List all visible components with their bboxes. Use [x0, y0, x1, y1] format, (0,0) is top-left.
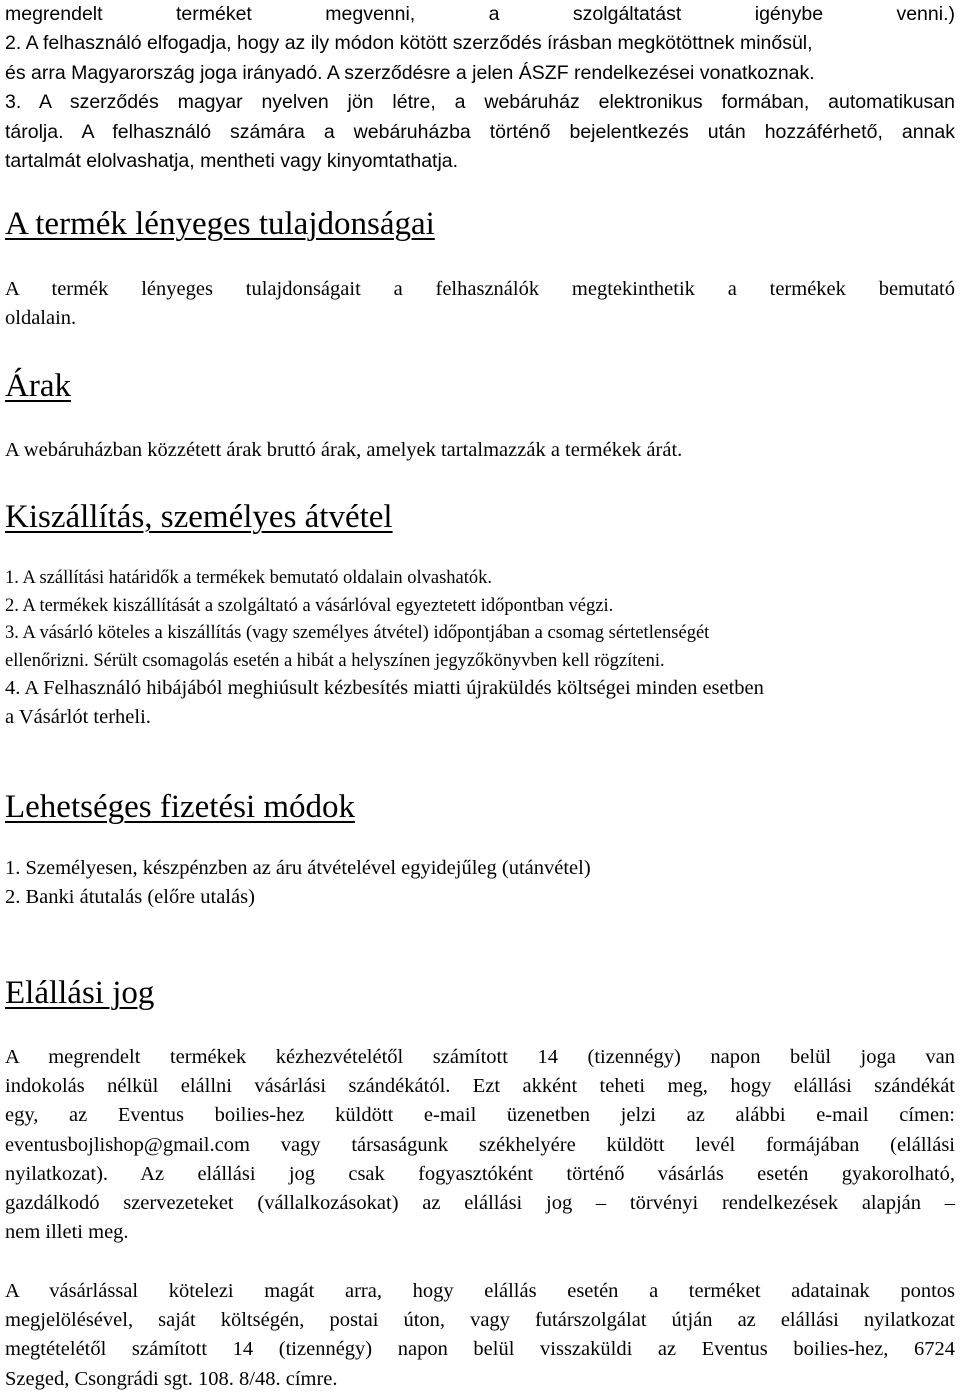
szallitas-list: [5, 565, 955, 675]
elallas-line: egy, az Eventus boilies-hez küldött e-mail üzenetben jelzi az alábbi e-mail címen:: [5, 1104, 955, 1127]
szallitas-item-4: [5, 674, 955, 732]
elallas-line: A vásárlással kötelezi magát arra, hogy elállás esetén a terméket adatainak pontos: [5, 1280, 955, 1302]
list-item: 1. Személyesen, készpénzben az áru átvételével egyidejűleg (utánvétel): [5, 857, 591, 879]
intro-line: tárolja. A felhasználó számára a webáruházba történő bejelentkezés után hozzáférhető, annak: [5, 120, 955, 143]
intro-line: és arra Magyarország joga irányadó. A szerződésre a jelen ÁSZF rendelkezései vonatkoznak.: [5, 61, 815, 84]
elallas-paragraph-1: [5, 1043, 955, 1247]
intro-line: tartalmát elolvashatja, mentheti vagy kinyomtathatja.: [5, 150, 459, 173]
list-item: 3. A vásárló köteles a kiszállítás (vagy személyes átvétel) időpontjában a csomag sértetlenségét: [5, 623, 710, 643]
elallas-line: gazdálkodó szervezeteket (vállalkozásokat) az elállási jog – törvényi rendelkezések alapján –: [5, 1192, 955, 1215]
section-heading-szallitas: Kiszállítás, személyes átvétel: [5, 499, 393, 535]
intro-line: 3. A szerződés magyar nyelven jön létre, a webáruház elektronikus formában, automatikusan: [5, 91, 955, 114]
list-item: 2. Banki átutalás (előre utalás): [5, 886, 255, 909]
tulajdonsagok-line: oldalain.: [5, 307, 77, 330]
list-item: 1. A szállítási határidők a termékek bemutató oldalain olvashatók.: [5, 568, 493, 588]
elallas-line: megjelölésével, saját költségén, postai úton, vagy futárszolgálat útján az elállási nyilatkozat: [5, 1309, 955, 1332]
intro-paragraph: [5, 0, 955, 176]
list-item: 2. A termékek kiszállítását a szolgáltató a vásárlóval egyeztetett időpontban végzi.: [5, 595, 614, 616]
section-heading-tulajdonsagok: A termék lényeges tulajdonságai: [5, 206, 435, 242]
list-item: 4. A Felhasználó hibájából meghiúsult kézbesítés miatti újraküldés költségei minden esetben: [5, 677, 764, 699]
fizetes-list: [5, 854, 955, 912]
arak-paragraph: A webáruházban közzétett árak bruttó árak, amelyek tartalmazzák a termékek árát.: [5, 439, 683, 461]
list-item: a Vásárlót terheli.: [5, 706, 151, 729]
section-heading-arak: Árak: [5, 368, 71, 404]
elallas-line: eventusbojlishop@gmail.com vagy társaságunk székhelyére küldött levél formájában (elállási: [5, 1133, 955, 1156]
elallas-line: indokolás nélkül elállni vásárlási szándékától. Ezt akként teheti meg, hogy elállási szándékát: [5, 1075, 955, 1098]
section-heading-elallas: Elállási jog: [5, 975, 155, 1011]
tulajdonsagok-line: A termék lényeges tulajdonságait a felhasználók megtekinthetik a termékek bemutató: [5, 278, 955, 300]
elallas-line: nyilatkozat). Az elállási jog csak fogyasztóként történő vásárlás esetén gyakorolható,: [5, 1162, 955, 1185]
elallas-line: Szeged, Csongrádi sgt. 108. 8/48. címre.: [5, 1367, 338, 1390]
intro-line: 2. A felhasználó elfogadja, hogy az ily módon kötött szerződés írásban megkötöttnek minősül,: [5, 32, 813, 55]
elallas-line: A megrendelt termékek kézhezvételétől számított 14 (tizennégy) napon belül joga van: [5, 1046, 955, 1068]
section-heading-fizetes: Lehetséges fizetési módok: [5, 789, 356, 825]
list-item: ellenőrizni. Sérült csomagolás esetén a hibát a helyszínen jegyzőkönyvben kell rögzíteni.: [5, 650, 665, 671]
tulajdonsagok-paragraph: [5, 275, 955, 333]
elallas-line: megtételétől számított 14 (tizennégy) napon belül visszaküldi az Eventus boilies-hez, 6724: [5, 1338, 955, 1361]
elallas-paragraph-2: [5, 1277, 955, 1394]
elallas-line: nem illeti meg.: [5, 1221, 129, 1244]
intro-line: megrendelt terméket megvenni, a szolgáltatást igénybe venni.): [5, 3, 955, 25]
